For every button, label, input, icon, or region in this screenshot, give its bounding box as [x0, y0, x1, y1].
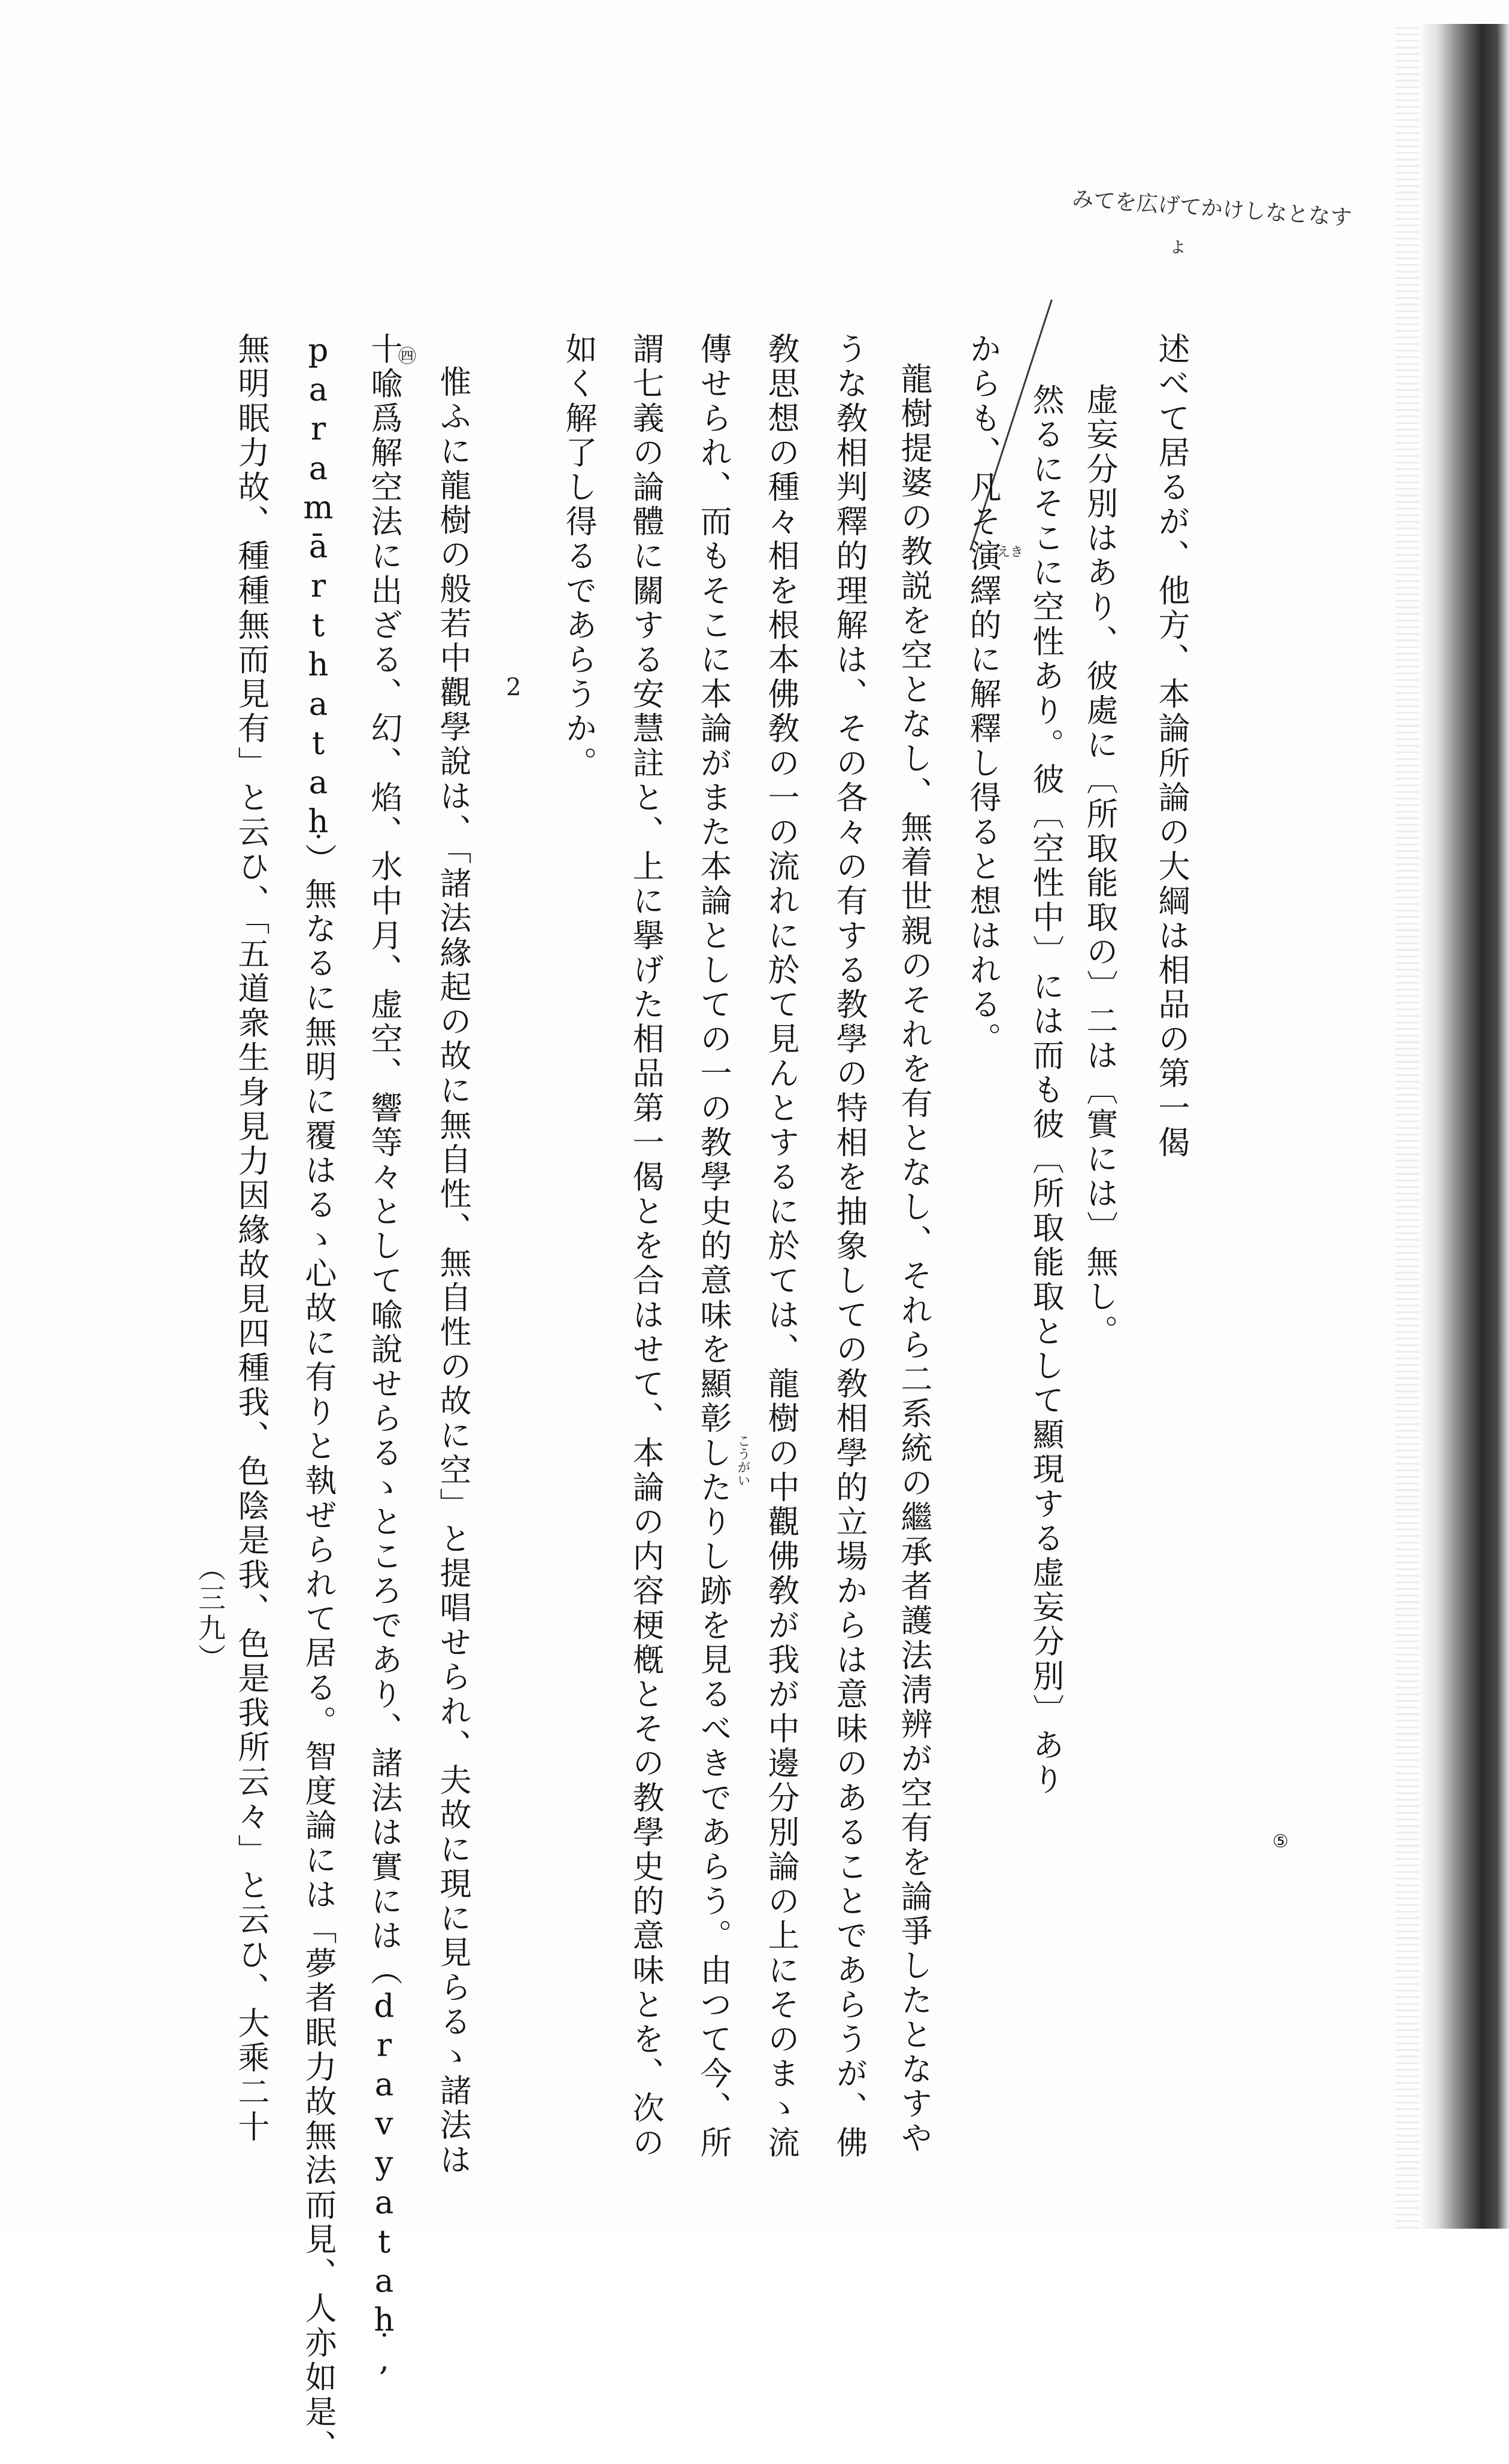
text-column-13: paramārthataḥ）無なるに無明に覆はるゝ心故に有りと執ぜられて居る。智度論には「夢者眠力故無法而見、人亦如是、 — [300, 332, 337, 2464]
text-column-8: 傳せられ、而もそこに本論がまた本論としての一の教學史的意味を顯彰したりし跡を見るべきであらう。由つて今、所 — [695, 332, 732, 2160]
text-column-7: 敎思想の種々相を根本佛敎の一の流れに於て見んとするに於ては、龍樹の中觀佛敎が我が中邊分別論の上にそのまゝ流 — [763, 332, 799, 2160]
footnote-marker-b: ⑤ — [1272, 1831, 1289, 1852]
text-column-4: からも、凡そ演繹的に解釋し得ると想はれる。 — [965, 332, 1001, 1057]
text-column-9: 謂七義の論體に關する安慧註と、上に擧げた相品第一偈とを合はせて、本論の内容梗槪とその教學史的意味とを、次の — [628, 332, 664, 2160]
text-column-1: 述べて居るが、他方、本論所論の大綱は相品の第一偈 — [1153, 332, 1190, 1160]
ruby-annotation-1: えき — [997, 545, 1024, 560]
footnote-marker-a: ㊃ — [398, 346, 416, 367]
handwritten-note-sub: ょ — [1168, 234, 1188, 257]
text-column-6: うな敎相判釋的理解は、その各々の有する教學の特相を抽象しての敎相學的立場からは意味のあることであらうが、佛 — [831, 332, 868, 2160]
text-column-5: 龍樹提婆の教説を空となし、無着世親のそれを有となし、それら二系統の繼承者護法淸辨が空有を論爭したとなすや — [896, 362, 932, 2156]
text-column-10: 如く解了し得るであらうか。 — [560, 332, 597, 781]
ruby-annotation-2: こうがい — [735, 1434, 750, 1487]
page-number: （三九） — [194, 1554, 226, 1674]
text-column-11: 惟ふに龍樹の般若中觀學說は、「諸法緣起の故に無自性、無自性の故に空」と提唱せられ、夫故に現に見らるゝ諸法は — [435, 365, 471, 2178]
section-marker: 2 — [506, 674, 522, 701]
text-column-2: 虚妄分別はあり、彼處に〔所取能取の〕二は〔實には〕無し。 — [1081, 383, 1118, 1349]
text-column-14: 無明眠力故、種種無而見有」と云ひ、「五道衆生身見力因緣故見四種我、色陰是我、色是我所云々」と云ひ、大乘二十 — [233, 332, 269, 2145]
scanner-speckle — [1395, 24, 1419, 2229]
text-column-12: 十喩爲解空法に出ざる、幻、焰、水中月、虚空、響等々として喩說せらるゝところであり、諸法は實には（dravyataḥ, — [366, 332, 402, 2381]
handwritten-note: みてを広げてかけしなとなす — [1071, 186, 1353, 231]
text-column-3: 然るにそこに空性あり。彼〔空性中〕には而も彼〔所取能取として顯現する虚妄分別〕あり — [1028, 383, 1064, 1798]
scanner-edge-shadow — [1419, 24, 1509, 2229]
